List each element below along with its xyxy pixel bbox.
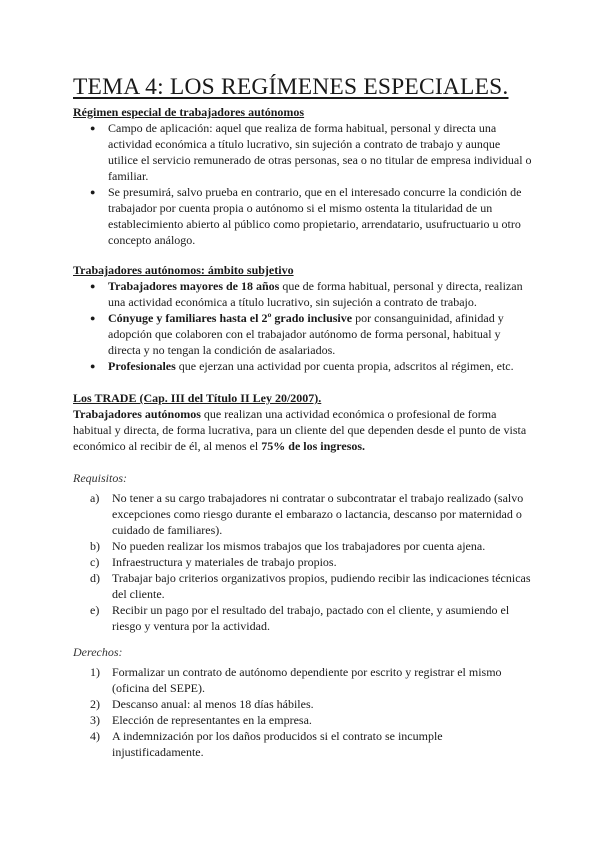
item-text: No tener a su cargo trabajadores ni contratar o subcontratar el trabajo realizado (salvo excepciones como riesgo durante el embarazo o lactancia, descanso por maternidad o cuidado de familiares). <box>112 491 524 537</box>
item-marker: 3) <box>90 713 100 727</box>
item-text: Trabajar bajo criterios organizativos propios, pudiendo recibir las indicaciones técnicas del cliente. <box>112 571 531 601</box>
list-item <box>73 490 533 538</box>
derechos-block <box>73 644 533 760</box>
list-item <box>73 602 533 634</box>
item-marker: c) <box>90 555 100 569</box>
list-item: ● Se presumirá, salvo prueba en contrario, que en el interesado concurre la condición de trabajador por cuenta propia o autónomo si el mismo ostenta la titularidad de un establecimiento abierto al público como propietario, arrendatario, usufructuario u otro concepto análogo. <box>73 184 533 248</box>
item-bold: Profesionales <box>108 359 176 373</box>
item-marker: 1) <box>90 665 100 679</box>
item-marker: 2) <box>90 697 100 711</box>
list-item <box>73 712 533 728</box>
section-trade <box>73 390 533 454</box>
item-text: Descanso anual: al menos 18 días hábiles. <box>112 697 314 711</box>
item-text: A indemnización por los daños producidos si el contrato se incumple injustificadamente. <box>112 729 443 759</box>
item-marker: b) <box>90 539 100 553</box>
item-text: Recibir un pago por el resultado del trabajo, pactado con el cliente, y asumiendo el riesgo y ventura por la actividad. <box>112 603 510 633</box>
section-regimen-especial <box>73 104 533 248</box>
intro-text: que realizan una actividad económica o profesional de forma habitual y directa, de forma lucrativa, para un cliente del que dependen desde el punto de vista económico al recibir de él, al menos el <box>73 407 527 453</box>
trade-intro <box>73 406 533 454</box>
list-item <box>73 538 533 554</box>
section-ambito-subjetivo <box>73 262 533 374</box>
section-heading: Los TRADE (Cap. III del Título II Ley 20/2007). <box>73 391 322 405</box>
requisitos-label: Requisitos: <box>73 471 127 485</box>
list-item <box>73 278 533 310</box>
item-marker: e) <box>90 603 100 617</box>
requisitos-block <box>73 470 533 634</box>
item-text: Formalizar un contrato de autónomo dependiente por escrito y registrar el mismo (oficina del SEPE). <box>112 665 502 695</box>
item-text: No pueden realizar los mismos trabajos que los trabajadores por cuenta ajena. <box>112 539 486 553</box>
list-item <box>73 728 533 760</box>
item-text: que de forma habitual, personal y directa, realizan una actividad económica a título lucrativo, sin sujeción a contrato de trabajo. <box>108 279 523 309</box>
list-item <box>73 696 533 712</box>
intro-bold-percent: 75% de los ingresos. <box>261 439 366 453</box>
item-bold: Cónyuge y familiares hasta el 2º grado inclusive <box>108 311 353 325</box>
derechos-label: Derechos: <box>73 645 123 659</box>
item-text: por consanguinidad, afinidad y adopción que colaboren con el trabajador autónomo de forma personal, habitual y directa y no tengan la condición de asalariados. <box>108 311 504 357</box>
intro-bold: Trabajadores autónomos <box>73 407 201 421</box>
section-heading: Trabajadores autónomos: ámbito subjetivo <box>73 263 294 277</box>
section-heading: Régimen especial de trabajadores autónomos <box>73 105 305 119</box>
list-item <box>73 570 533 602</box>
item-bold: Trabajadores mayores de 18 años <box>108 279 280 293</box>
list-item <box>73 310 533 358</box>
item-marker: a) <box>90 491 100 505</box>
list-item: ● Campo de aplicación: aquel que realiza de forma habitual, personal y directa una actividad económica a título lucrativo, sin sujeción a contrato de trabajo y aunque utilice el servicio remunerado de otras personas, sea o no titular de empresa individual o familiar. <box>73 120 533 184</box>
item-marker: d) <box>90 571 100 585</box>
list-item <box>73 554 533 570</box>
item-marker: 4) <box>90 729 100 743</box>
item-text: Infraestructura y materiales de trabajo propios. <box>112 555 337 569</box>
page-title: TEMA 4: LOS REGÍMENES ESPECIALES. <box>73 74 509 100</box>
list-item <box>73 358 533 374</box>
list-item <box>73 664 533 696</box>
item-text: que ejerzan una actividad por cuenta propia, adscritos al régimen, etc. <box>175 359 514 373</box>
item-text: Elección de representantes en la empresa. <box>112 713 312 727</box>
